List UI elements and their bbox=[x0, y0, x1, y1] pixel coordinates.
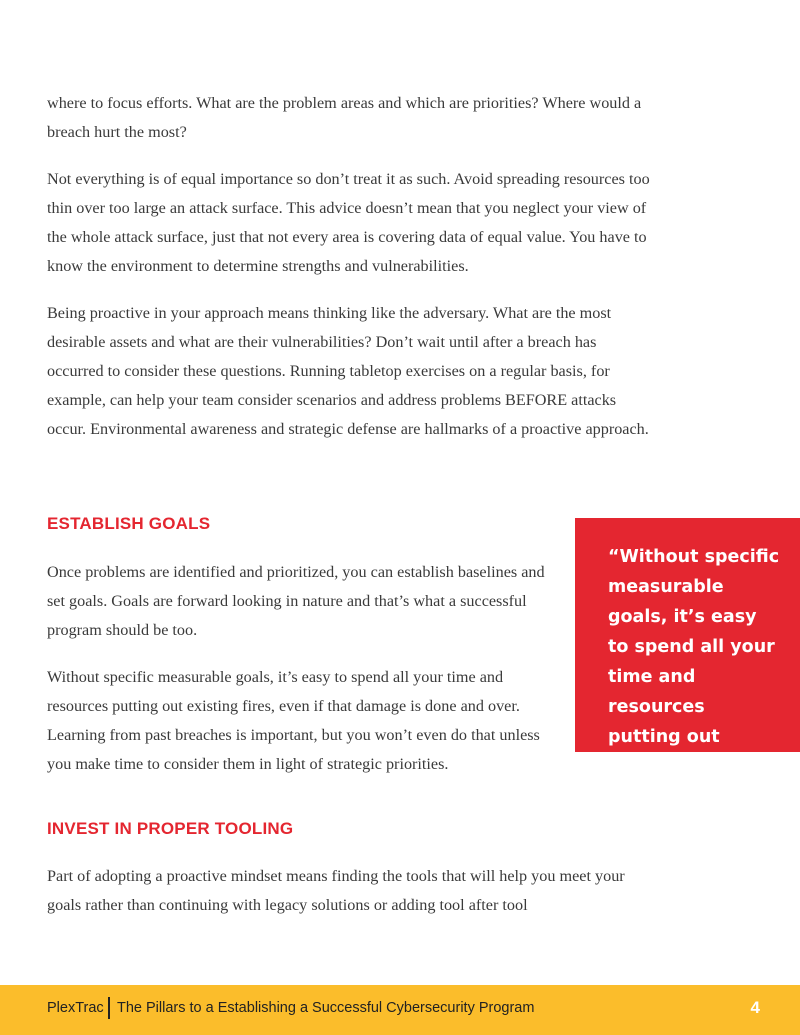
tooling-paragraph-1: Part of adopting a proactive mindset means finding the tools that will help you meet your goals rather than continuing with legacy solutions or adding tool after tool bbox=[47, 867, 625, 914]
establish-goals-heading: ESTABLISH GOALS bbox=[47, 514, 211, 533]
pull-quote: “Without specific measurable goals, it’s easy to spend all your time and resources putting out existing fires.” bbox=[575, 518, 800, 752]
footer-divider bbox=[108, 997, 110, 1019]
intro-paragraph-1: where to focus efforts. What are the problem areas and which are priorities? Where would a breach hurt the most? bbox=[47, 94, 642, 141]
tooling-section bbox=[47, 862, 647, 938]
page-footer bbox=[0, 985, 800, 1035]
goals-paragraph-2: Without specific measurable goals, it’s easy to spend all your time and resources putting out existing fires, even if that damage is done and over. Learning from past breaches is important, but you won’t even do that unless you make time to consider them in light of strategic priorities. bbox=[47, 668, 540, 773]
intro-section bbox=[47, 89, 657, 462]
intro-paragraph-3: Being proactive in your approach means thinking like the adversary. What are the most desirable assets and what are their vulnerabilities? Don’t wait until after a breach has occurred to consider these questions. Running tabletop exercises on a regular basis, for example, can help your team consider scenarios and address problems BEFORE attacks occur. Environmental awareness and strategic defense are hallmarks of a proactive approach. bbox=[47, 304, 649, 438]
page-number: 4 bbox=[750, 998, 760, 1017]
goals-paragraph-1: Once problems are identified and prioritized, you can establish baselines and set goals. Goals are forward looking in nature and that’s what a successful program should be too. bbox=[47, 563, 545, 639]
footer-brand: PlexTrac bbox=[47, 1000, 104, 1016]
intro-paragraph-2: Not everything is of equal importance so don’t treat it as such. Avoid spreading resources too thin over too large an attack surface. This advice doesn’t mean that you neglect your view of the whole attack surface, just that not every area is covering data of equal value. You have to know the environment to determine strengths and vulnerabilities. bbox=[47, 170, 650, 275]
invest-tooling-heading: INVEST IN PROPER TOOLING bbox=[47, 819, 294, 838]
goals-section bbox=[47, 558, 557, 797]
footer-document-title: The Pillars to a Establishing a Successful Cybersecurity Program bbox=[117, 1000, 535, 1016]
